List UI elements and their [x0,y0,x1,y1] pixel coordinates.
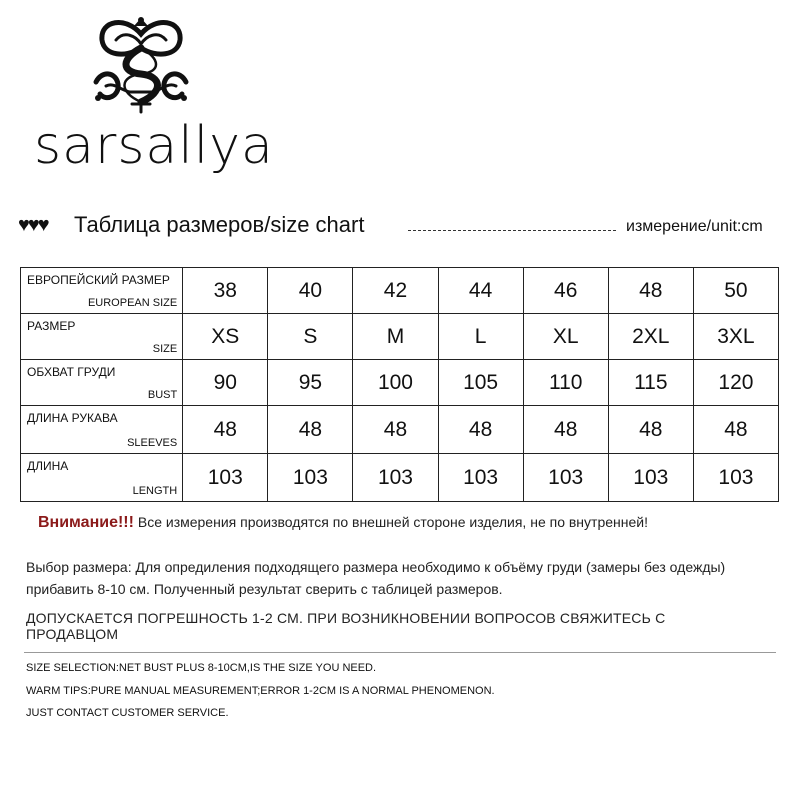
tolerance-note: ДОПУСКАЕТСЯ ПОГРЕШНОСТЬ 1-2 СМ. ПРИ ВОЗНИКНОВЕНИИ ВОПРОСОВ СВЯЖИТЕСЬ С ПРОДАВЦОМ [26,610,666,642]
table-cell: 48 [523,406,608,454]
table-cell: 48 [183,406,268,454]
ornate-monogram-logo-icon [86,12,196,118]
table-cell: XL [523,314,608,360]
table-row [21,406,779,454]
dashed-divider [408,230,616,231]
table-cell: 103 [438,454,523,502]
row-label [21,314,183,360]
table-cell: 48 [608,268,693,314]
table-row [21,454,779,502]
row-label-en: SIZE [152,343,178,355]
table-cell: 50 [693,268,778,314]
row-label-en: SLEEVES [127,437,178,449]
row-label-en: EUROPEAN SIZE [87,297,178,309]
table-cell: 40 [268,268,353,314]
table-cell: 103 [183,454,268,502]
table-cell: 103 [523,454,608,502]
table-cell: 46 [523,268,608,314]
table-cell: 103 [693,454,778,502]
table-cell: 95 [268,360,353,406]
table-cell: 103 [353,454,438,502]
table-cell: 2XL [608,314,693,360]
table-row [21,314,779,360]
table-cell: 105 [438,360,523,406]
attention-text: Все измерения производятся по внешней стороне изделия, не по внутренней! [133,514,648,530]
row-label [21,454,183,502]
row-label-en: BUST [147,389,178,401]
table-cell: 48 [693,406,778,454]
hearts-icon: ♥♥♥ [18,214,48,236]
attention-label: Внимание!!! [38,514,134,531]
table-cell: 103 [268,454,353,502]
table-cell: 103 [608,454,693,502]
section-divider [24,652,776,653]
table-row [21,268,779,314]
table-cell: L [438,314,523,360]
row-label-en: LENGTH [132,485,178,497]
table-cell: 90 [183,360,268,406]
attention-note [38,514,648,532]
table-cell: 48 [268,406,353,454]
english-note-line: SIZE SELECTION:NET BUST PLUS 8-10CM,IS THE SIZE YOU NEED. [26,662,377,674]
english-note-line: WARM TIPS:PURE MANUAL MEASUREMENT;ERROR 1-2CM IS A NORMAL PHENOMENON. [26,685,495,697]
size-chart-title: Таблица размеров/size chart [74,212,365,237]
table-cell: 120 [693,360,778,406]
row-label-ru: РАЗМЕР [27,319,76,333]
table-cell: 100 [353,360,438,406]
row-label-ru: ДЛИНА [27,459,69,473]
table-cell: 38 [183,268,268,314]
table-cell: 48 [438,406,523,454]
row-label [21,406,183,454]
size-selection-note: Выбор размера: Для опредиления подходящего размера необходимо к объёму груди (замеры без одежды) прибавить 8-10 см. Полученный результат сверить с таблицей размеров. [26,559,726,597]
row-label [21,360,183,406]
table-cell: 110 [523,360,608,406]
row-label [21,268,183,314]
table-cell: 115 [608,360,693,406]
table-cell: S [268,314,353,360]
table-cell: XS [183,314,268,360]
size-table [20,267,779,502]
row-label-ru: ОБХВАТ ГРУДИ [27,365,116,379]
table-row [21,360,779,406]
table-cell: 3XL [693,314,778,360]
table-cell: 48 [608,406,693,454]
row-label-ru: ЕВРОПЕЙСКИЙ РАЗМЕР [27,273,170,287]
english-note-line: JUST CONTACT CUSTOMER SERVICE. [26,707,229,719]
table-cell: 48 [353,406,438,454]
row-label-ru: ДЛИНА РУКАВА [27,411,118,425]
unit-label: измерение/unit:cm [626,218,763,235]
size-chart-heading [18,212,788,240]
table-cell: 44 [438,268,523,314]
table-cell: 42 [353,268,438,314]
brand-name: sarsallya [34,116,274,176]
table-cell: M [353,314,438,360]
